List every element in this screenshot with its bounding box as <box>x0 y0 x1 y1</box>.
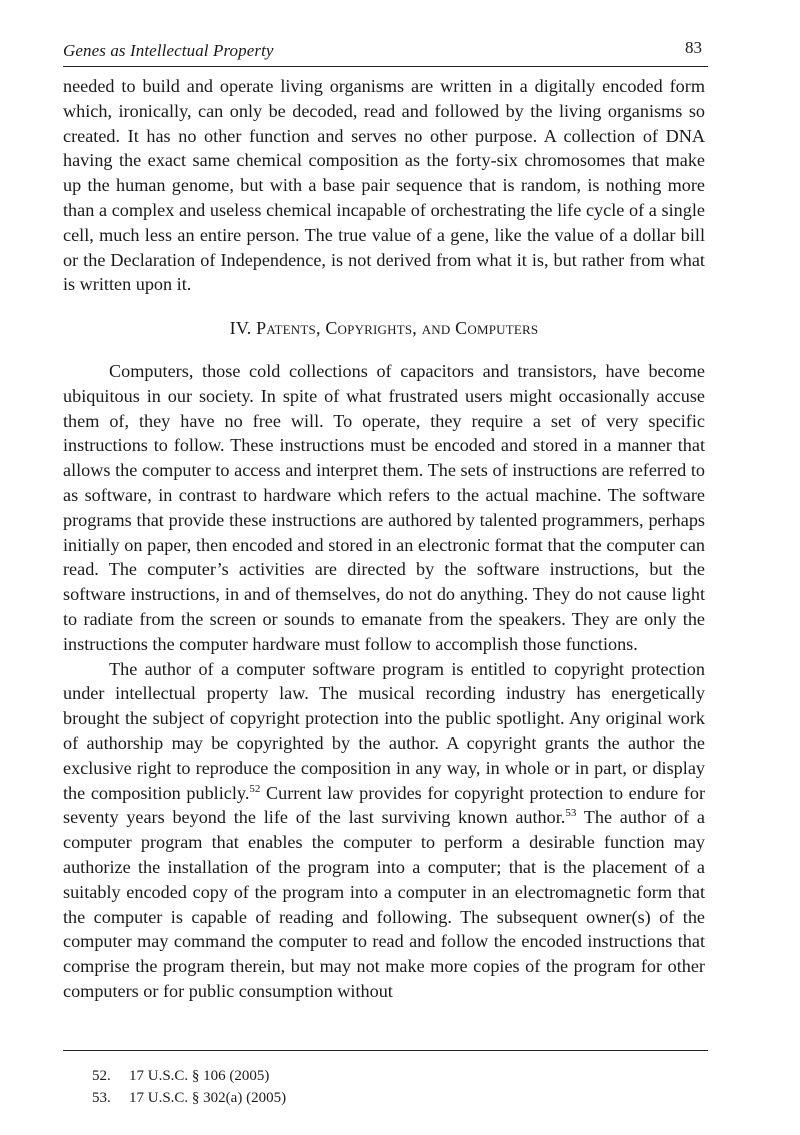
paragraph-computers: Computers, those cold collections of capacitors and transistors, have become ubiquitous in our society. In spite of what frustrated users might occasionally accuse them of, they have no free will. To operate, they require a set of very specific instructions to follow. These instructions must be encoded and stored in a manner that allows the computer to access and interpret them. The sets of instructions are referred to as software, in contrast to hardware which refers to the actual machine. The software programs that provide these instructions are authored by talented programmers, perhaps initially on paper, then encoded and stored in an electronic format that the computer can read. The computer’s activities are directed by the software instructions, but the software instructions, in and of themselves, do not do anything. They do not cause light to radiate from the screen or sounds to emanate from the speakers. They are only the instructions the computer hardware must follow to accomplish those functions. <box>63 360 705 654</box>
footnote-52 <box>92 1065 286 1087</box>
paragraph-copyright-part3: The author of a computer program that enables the computer to perform a desirable function may authorize the installation of the program into a computer; that is the placement of a suitably encoded copy of the program into a computer in an electromagnetic form that the computer is capable of reading and following. The subsequent owner(s) of the computer may command the computer to read and follow the encoded instructions that comprise the program therein, but may not make more copies of the program for other computers or for public consumption without <box>63 807 705 1001</box>
footnote-ref-52[interactable]: 52 <box>249 782 261 795</box>
footnote-text: 17 U.S.C. § 106 (2005) <box>129 1068 270 1084</box>
paragraph-continued: needed to build and operate living organisms are written in a digitally encoded form which, ironically, can only be decoded, read and followed by the living organisms so created. It has no other function and serves no other purpose. A collection of DNA having the exact same chemical composition as the forty-six chromosomes that make up the human genome, but with a base pair sequence that is random, is nothing more than a complex and useless chemical incapable of orchestrating the life cycle of a single cell, much less an entire person. The true value of a gene, like the value of a dollar bill or the Declaration of Independence, is not derived from what it is, but rather from what is written upon it. <box>63 76 705 295</box>
footnote-divider <box>63 1050 708 1051</box>
paragraph-copyright-part2: Current law provides for copyright protection to endure for seventy years beyond the life of the last surviving known author. <box>63 782 706 828</box>
running-header <box>63 38 708 67</box>
footnote-number: 52. <box>92 1068 111 1084</box>
footnote-ref-53[interactable]: 53 <box>565 807 577 820</box>
footnote-number: 53. <box>92 1090 111 1106</box>
footnotes <box>92 1065 286 1109</box>
section-heading: IV. Patents, Copyrights, and Computers <box>229 318 539 339</box>
paragraph-copyright <box>63 657 705 1004</box>
page-number: 83 <box>685 38 702 57</box>
footnote-53 <box>92 1087 286 1109</box>
body-text <box>63 74 705 1004</box>
running-title: Genes as Intellectual Property <box>63 41 274 60</box>
footnote-text: 17 U.S.C. § 302(a) (2005) <box>129 1090 287 1106</box>
paragraph-copyright-part1: The author of a computer software program is entitled to copyright protection under intellectual property law. The musical recording industry has energetically brought the subject of copyright protection into the public spotlight. Any original work of authorship may be copyrighted by the author. A copyright grants the author the exclusive right to reproduce the composition in any way, in whole or in part, or display the composition publicly. <box>63 658 705 803</box>
